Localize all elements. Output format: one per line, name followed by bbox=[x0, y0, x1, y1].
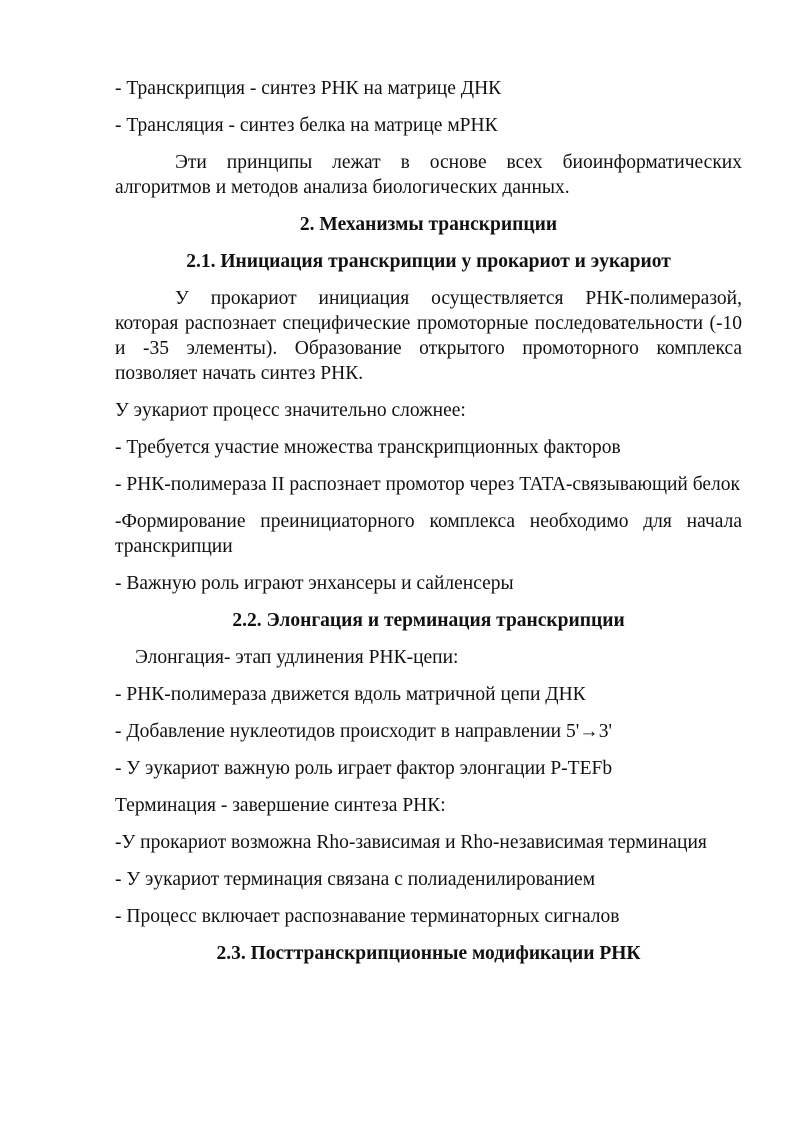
summary-paragraph: Эти принципы лежат в основе всех биоинформатических алгоритмов и методов анализа биологических данных. bbox=[115, 152, 742, 198]
subsection-heading-elongation: 2.2. Элонгация и терминация транскрипции bbox=[232, 610, 625, 631]
section-heading-mechanisms: 2. Механизмы транскрипции bbox=[299, 214, 558, 235]
elongation-intro: Элонгация- этап удлинения РНК-цепи: bbox=[135, 647, 459, 668]
document-page bbox=[115, 76, 742, 978]
list-item: - У эукариот терминация связана с полиаденилированием bbox=[115, 869, 596, 890]
list-item: -Формирование преинициаторного комплекса необходимо для начала транскрипции bbox=[115, 511, 742, 557]
list-item: - Процесс включает распознавание терминаторных сигналов bbox=[115, 906, 620, 927]
eukaryote-intro: У эукариот процесс значительно сложнее: bbox=[115, 400, 466, 421]
list-item-translation: - Трансляция - синтез белка на матрице мРНК bbox=[115, 115, 498, 136]
subsection-heading-post-transcriptional: 2.3. Посттранскрипционные модификации РНК bbox=[216, 943, 641, 964]
list-item: - РНК-полимераза движется вдоль матричной цепи ДНК bbox=[115, 684, 586, 705]
prokaryote-paragraph: У прокариот инициация осуществляется РНК-полимеразой, которая распознает специфические промоторные последовательности (-10 и -35 элементы). Образование открытого промоторного комплекса позволяет начать синтез РНК. bbox=[115, 288, 742, 384]
list-item: -У прокариот возможна Rho-зависимая и Rho-независимая терминация bbox=[115, 832, 707, 853]
subsection-heading-initiation: 2.1. Инициация транскрипции у прокариот и эукариот bbox=[186, 251, 671, 272]
list-item-transcription: - Транскрипция - синтез РНК на матрице ДНК bbox=[115, 78, 502, 99]
list-item: - Важную роль играют энхансеры и сайленсеры bbox=[115, 573, 514, 594]
termination-intro: Терминация - завершение синтеза РНК: bbox=[115, 795, 446, 816]
list-item: - У эукариот важную роль играет фактор элонгации P-TEFb bbox=[115, 758, 613, 779]
list-item: - РНК-полимераза II распознает промотор через TATA-связывающий белок bbox=[115, 474, 740, 495]
list-item: - Требуется участие множества транскрипционных факторов bbox=[115, 437, 621, 458]
list-item: - Добавление нуклеотидов происходит в направлении 5'→3' bbox=[115, 721, 613, 742]
